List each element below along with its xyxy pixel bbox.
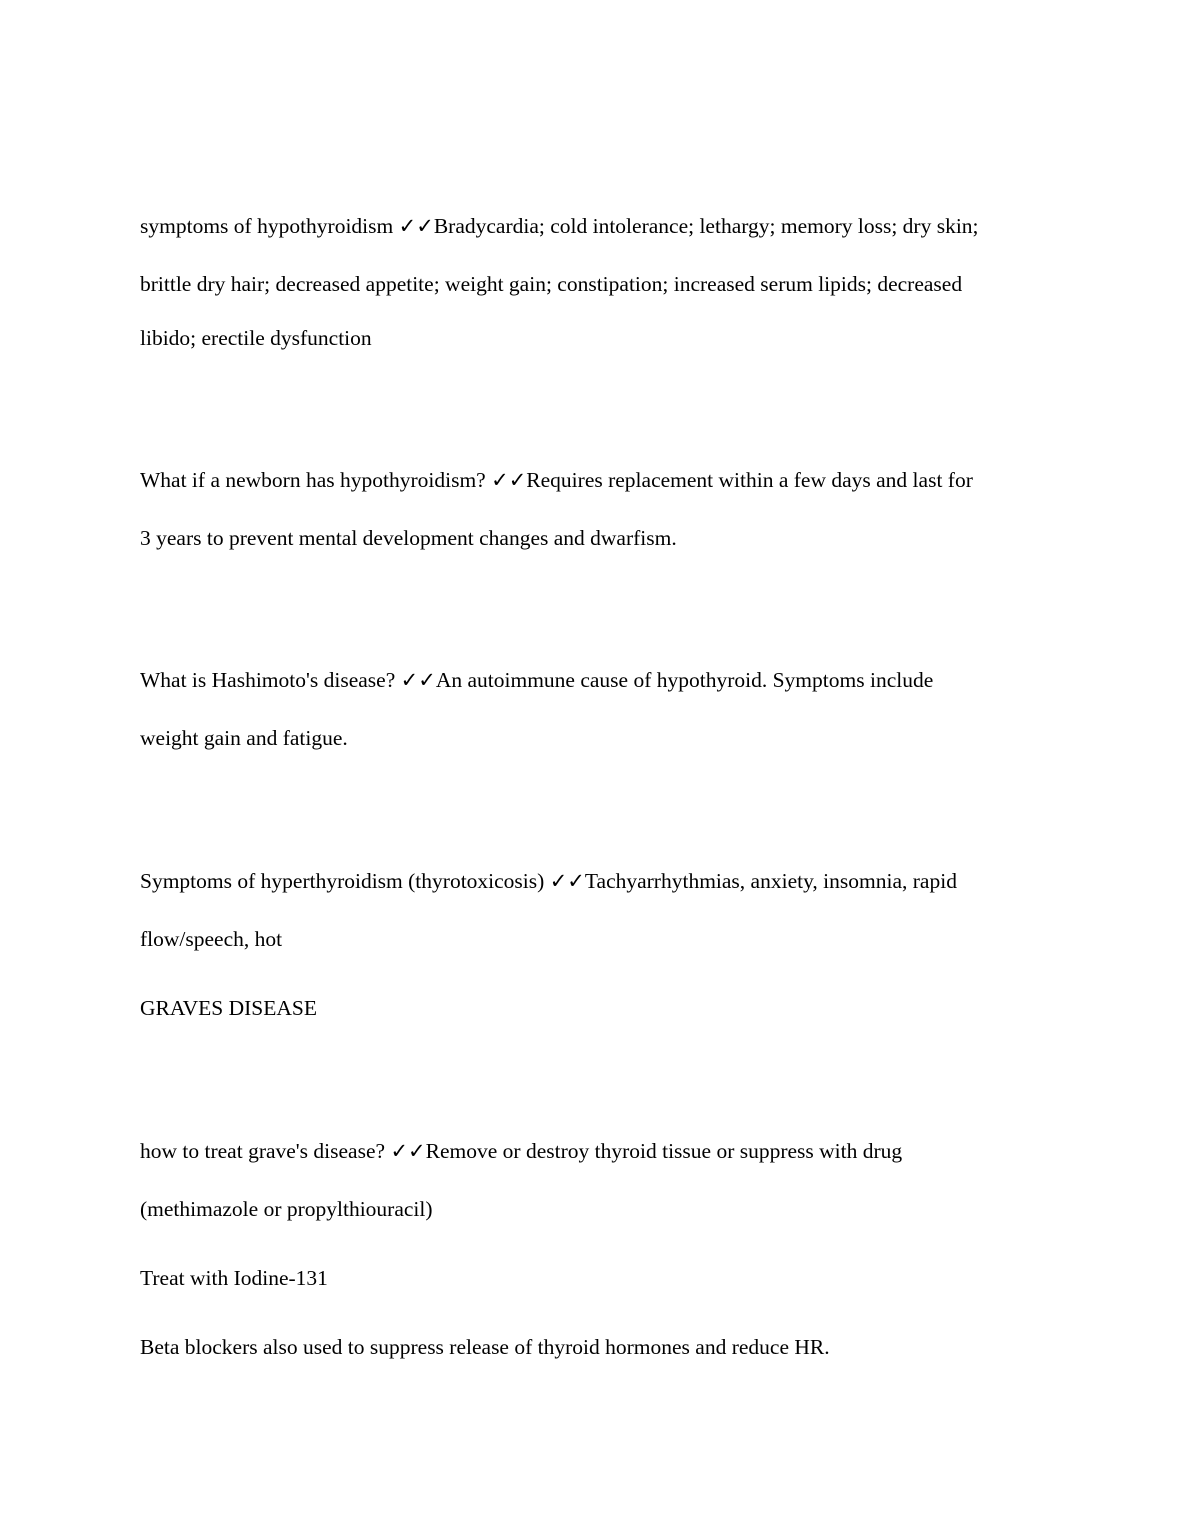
entry-4-first-line [140,871,957,893]
double-check-icon: ✓✓ [398,214,434,238]
entry-3-first-line [140,670,933,692]
entry-2-question: What if a newborn has hypothyroidism? [140,468,492,492]
entry-5-line-3: Treat with Iodine-131 [140,1266,328,1290]
entry-1-answer: Bradycardia; cold intolerance; lethargy; memory loss; dry skin; [433,214,979,238]
entry-2-answer: Requires replacement within a few days and last for [526,468,973,492]
double-check-icon: ✓✓ [390,1139,426,1163]
entry-2-first-line [140,470,973,492]
entry-2-line-2: 3 years to prevent mental development changes and dwarfism. [140,526,677,550]
entry-5-question: how to treat grave's disease? [140,1139,391,1163]
double-check-icon: ✓✓ [549,869,585,893]
entry-1-first-line [140,216,979,238]
entry-1-line-3: libido; erectile dysfunction [140,326,372,350]
entry-1-line-2: brittle dry hair; decreased appetite; weight gain; constipation; increased serum lipids; decreased [140,272,963,296]
double-check-icon: ✓✓ [400,668,436,692]
entry-3-answer: An autoimmune cause of hypothyroid. Symptoms include [435,668,934,692]
entry-5-first-line [140,1141,902,1163]
entry-4-line-3: GRAVES DISEASE [140,996,318,1020]
double-check-icon: ✓✓ [491,468,527,492]
entry-5-line-2: (methimazole or propylthiouracil) [140,1197,433,1221]
entry-5-line-4: Beta blockers also used to suppress release of thyroid hormones and reduce HR. [140,1335,830,1359]
entry-4-line-2: flow/speech, hot [140,927,283,951]
entry-5-answer: Remove or destroy thyroid tissue or suppress with drug [425,1139,903,1163]
entry-4-answer: Tachyarrhythmias, anxiety, insomnia, rapid [584,869,957,893]
entry-3-line-2: weight gain and fatigue. [140,726,348,750]
entry-1-question: symptoms of hypothyroidism [140,214,399,238]
entry-3-question: What is Hashimoto's disease? [140,668,401,692]
entry-4-question: Symptoms of hyperthyroidism (thyrotoxicosis) [140,869,550,893]
